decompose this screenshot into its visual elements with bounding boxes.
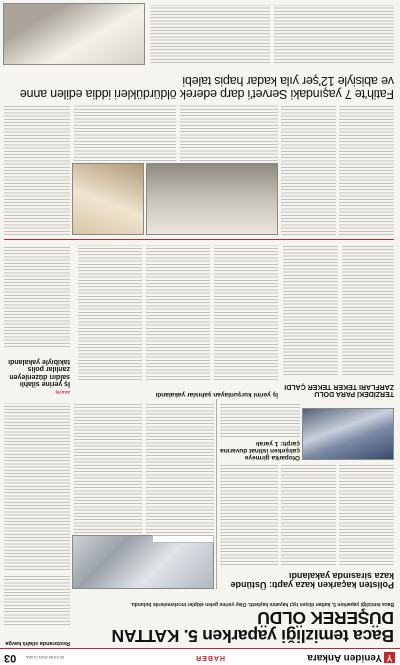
main-headline: Baca temizliği yaparken 5. KATTAN DÜŞEREK ÖLDÜ <box>111 608 394 646</box>
story-headline: Fatih'te 7 yaşındaki Servet'i darp ederek öldürdükleri iddia edilen anne ve abisiyle 12'şer yıla kadar hapis talebi <box>20 73 394 101</box>
story-body <box>78 245 142 380</box>
photo-caption <box>152 535 214 543</box>
story-body <box>220 465 278 565</box>
story-body <box>220 403 300 437</box>
story-headline: Restoranda silahlı kavga <box>5 640 70 646</box>
story-body <box>281 105 336 235</box>
story-body <box>180 105 278 161</box>
room-photo <box>72 163 144 235</box>
story-headline: TERZİDEKİ PARA DOLU ZARFLARI TEKER TEKER ÇALDI <box>284 382 394 397</box>
bottom-photo <box>3 3 145 65</box>
crash-photo <box>302 408 394 460</box>
story-body <box>4 403 70 570</box>
masthead-logo: YYeniden Ankara <box>307 652 395 663</box>
story-body <box>150 5 270 63</box>
section-label: HABER <box>195 654 225 661</box>
story-headline: Polisten kaçarken kaza yaptı: Üstünde kaza sirasında yakalandı <box>230 570 394 590</box>
section-rule <box>4 239 394 240</box>
story-body <box>74 105 176 161</box>
story-body <box>4 247 70 347</box>
story-body <box>339 465 394 565</box>
story-body <box>339 105 394 235</box>
page-number: 03 <box>4 652 17 664</box>
story-body <box>214 245 278 380</box>
story-headline: İş yerini kurşunlayan şahıslar yakalandı <box>155 391 278 398</box>
masthead-bar <box>0 648 400 665</box>
story-body <box>146 245 210 380</box>
story-body <box>4 575 70 625</box>
story-body <box>4 105 70 235</box>
column-divider <box>217 399 218 589</box>
story-headline: İş yerine silahlı saldırı düzenleyen zanlılar polis takibiyle yakalandı <box>8 357 70 387</box>
building-photo <box>146 163 278 235</box>
story-photo <box>72 535 214 589</box>
story-headline: Otoparka girmeye çalışırken istinat duvarına çarptı: 1 yaralı <box>220 440 300 461</box>
logo-mark: Y <box>384 652 395 663</box>
issue-date: 20 EKİM 2023 CUMA <box>26 655 65 660</box>
story-body <box>342 245 394 375</box>
main-subhead: Baca temizliği yaparken 5. kattan düşen işçi hayatını kaybetti. Olay yerine gelen ekipler incelemelerde bulundu. <box>130 601 394 607</box>
story-tag: ASAYİŞ <box>55 390 70 395</box>
story-body <box>274 5 394 63</box>
story-body <box>146 403 214 533</box>
story-body <box>74 403 142 533</box>
story-body <box>283 245 338 375</box>
story-body <box>281 465 336 565</box>
